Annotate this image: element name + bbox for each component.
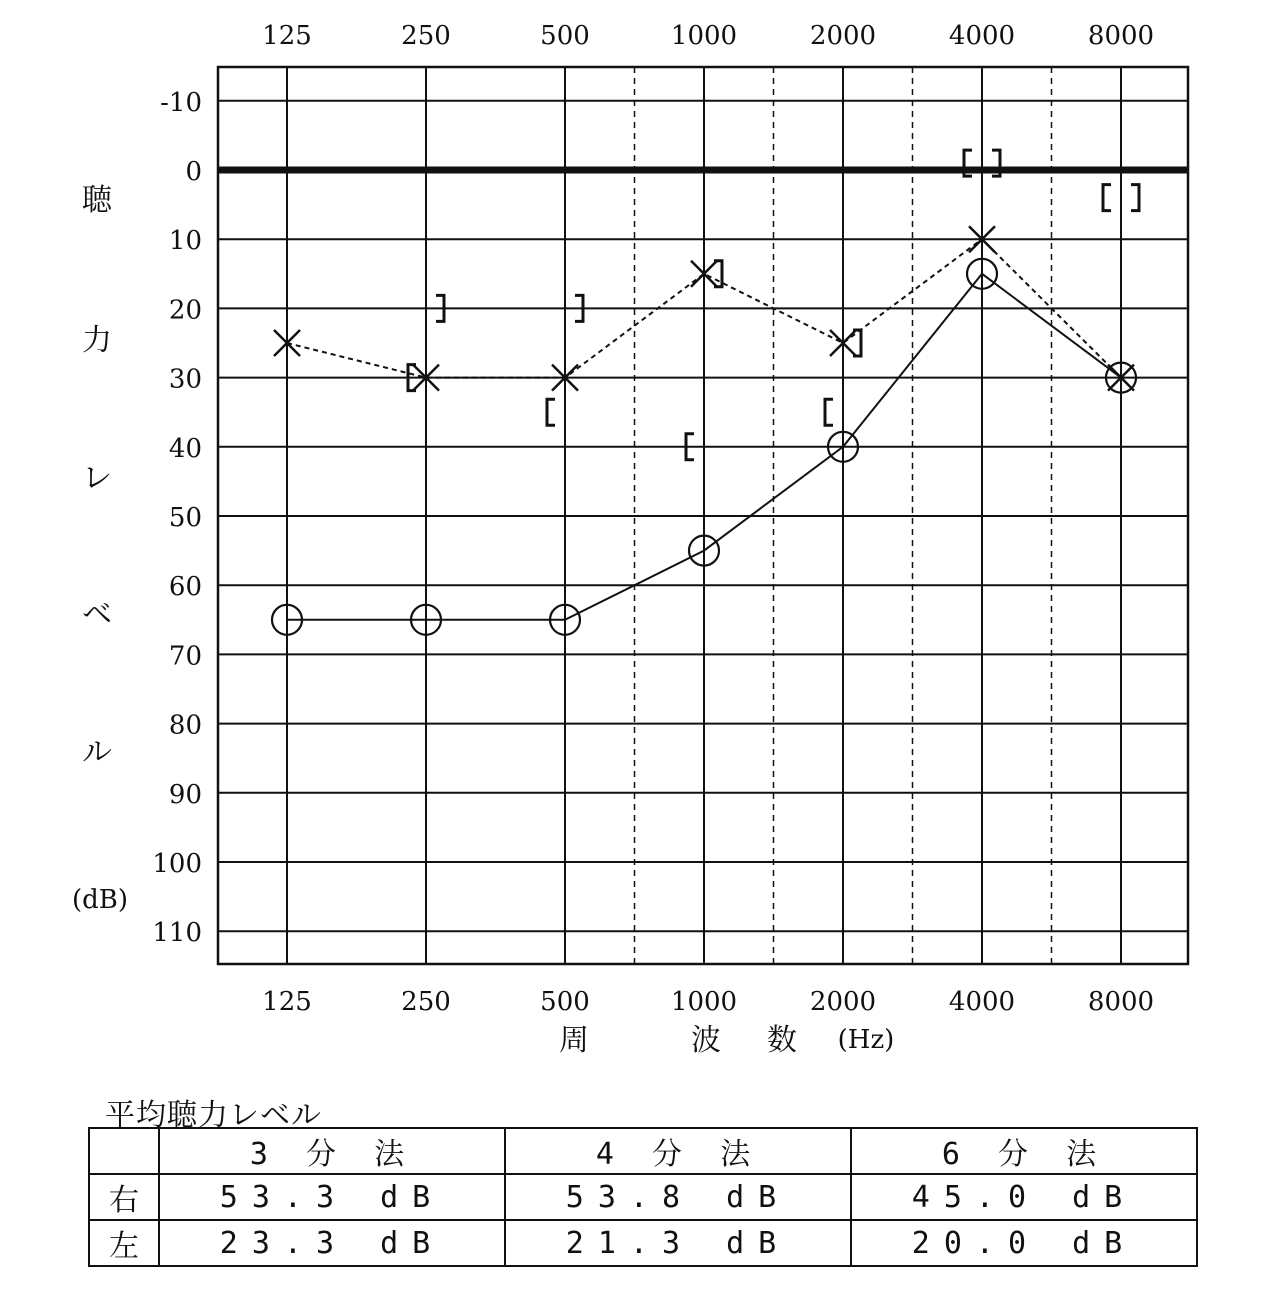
chart-series: [272, 150, 1139, 635]
y-tick-label: 40: [168, 433, 202, 464]
x-tick-label-bottom: 4000: [948, 987, 1016, 1017]
y-axis-label-char: ル: [82, 735, 112, 770]
x-tick-label-bottom: 2000: [809, 987, 877, 1017]
left-6-method-value: 20.0 dB: [851, 1220, 1197, 1266]
y-tick-label: 50: [168, 503, 202, 533]
x-tick-label-bottom: 250: [401, 987, 451, 1017]
table-header-row: [89, 1128, 1197, 1174]
column-3-method: 3 分 法: [159, 1128, 505, 1174]
left-bone-bracket: [1131, 185, 1139, 211]
right-bone-bracket: [547, 399, 555, 425]
y-tick-label: 10: [168, 226, 202, 257]
average-hearing-level-table: [88, 1127, 1198, 1267]
y-tick-label: 80: [168, 710, 202, 741]
y-axis-label-char: 力: [82, 323, 112, 358]
row-label-left: 左: [89, 1220, 159, 1266]
y-tick-label: 60: [168, 572, 202, 603]
table-corner-cell: [89, 1128, 159, 1174]
x-axis-label-char: 数: [767, 1023, 797, 1058]
x-tick-label-bottom: 1000: [670, 987, 738, 1017]
y-tick-label: 110: [152, 918, 202, 949]
x-axis-label-char: 波: [691, 1023, 721, 1058]
x-tick-label-top: 125: [262, 21, 312, 51]
x-tick-label-top: 8000: [1087, 21, 1155, 51]
x-axis-label-char: 周: [559, 1023, 589, 1058]
right-3-method-value: 53.3 dB: [159, 1174, 505, 1220]
right-bone-bracket: [825, 399, 833, 425]
average-hearing-level-title: 平均聴力レベル: [105, 1098, 322, 1133]
x-tick-label-bottom: 125: [262, 987, 312, 1017]
right-6-method-value: 45.0 dB: [851, 1174, 1197, 1220]
x-tick-label-bottom: 8000: [1087, 987, 1155, 1017]
y-tick-label: 70: [168, 641, 202, 672]
right-bone-bracket: [1103, 185, 1111, 211]
x-tick-label-top: 4000: [948, 21, 1016, 51]
right-4-method-value: 53.8 dB: [505, 1174, 851, 1220]
y-tick-label: 20: [168, 295, 202, 326]
chart-grid: [218, 67, 1188, 964]
y-axis-label-char: ベ: [82, 597, 112, 632]
y-axis-unit: (dB): [71, 885, 129, 915]
table-row-left: [89, 1220, 1197, 1266]
chart-labels: [72, 21, 1154, 1058]
y-tick-label: 90: [168, 779, 202, 810]
y-tick-label: 0: [185, 157, 202, 187]
left-bone-bracket: [714, 261, 722, 287]
x-tick-label-top: 1000: [670, 21, 738, 51]
x-axis-unit: (Hz): [837, 1025, 895, 1055]
x-tick-label-top: 250: [401, 21, 451, 51]
left-3-method-value: 23.3 dB: [159, 1220, 505, 1266]
column-6-method: 6 分 法: [851, 1128, 1197, 1174]
y-tick-label: 30: [168, 364, 202, 395]
y-tick-label: 100: [152, 849, 202, 879]
y-axis-label-char: 聴: [82, 183, 112, 218]
x-tick-label-top: 2000: [809, 21, 877, 51]
y-axis-label-char: レ: [82, 461, 112, 496]
x-tick-label-bottom: 500: [540, 987, 590, 1017]
x-tick-label-top: 500: [540, 21, 590, 51]
left-4-method-value: 21.3 dB: [505, 1220, 851, 1266]
table-row-right: [89, 1174, 1197, 1220]
column-4-method: 4 分 法: [505, 1128, 851, 1174]
row-label-right: 右: [89, 1174, 159, 1220]
y-tick-label: -10: [160, 87, 202, 118]
